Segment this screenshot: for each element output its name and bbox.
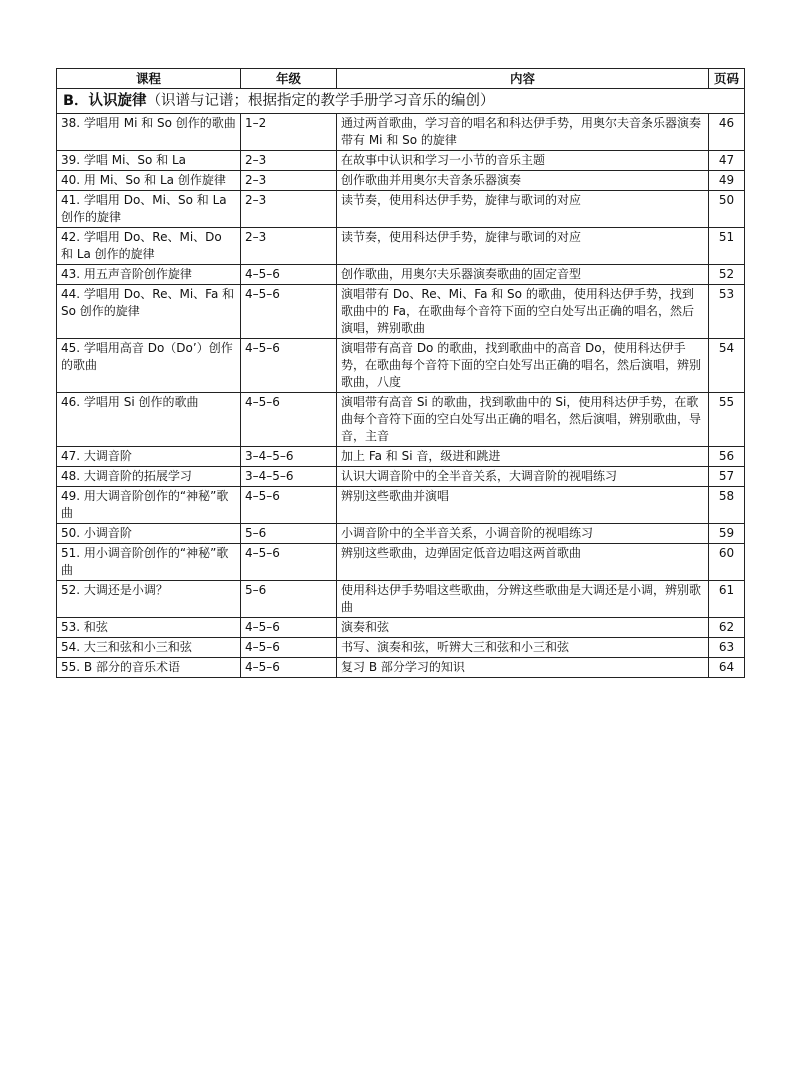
table-row (57, 191, 745, 228)
content-cell: 读节奏，使用科达伊手势，旋律与歌词的对应 (337, 228, 709, 265)
grade-cell: 4–5–6 (241, 618, 337, 638)
page-number-cell: 58 (709, 487, 745, 524)
course-cell: 41. 学唱用 Do、Mi、So 和 La 创作的旋律 (57, 191, 241, 228)
content-cell: 创作歌曲并用奥尔夫音条乐器演奏 (337, 171, 709, 191)
grade-cell: 4–5–6 (241, 393, 337, 447)
table-row (57, 285, 745, 339)
course-cell: 52. 大调还是小调？ (57, 581, 241, 618)
content-cell: 认识大调音阶中的全半音关系，大调音阶的视唱练习 (337, 467, 709, 487)
page-number-cell: 64 (709, 658, 745, 678)
grade-cell: 2–3 (241, 171, 337, 191)
content-cell: 使用科达伊手势唱这些歌曲，分辨这些歌曲是大调还是小调，辨别歌曲 (337, 581, 709, 618)
content-cell: 辨别这些歌曲，边弹固定低音边唱这两首歌曲 (337, 544, 709, 581)
content-cell: 读节奏，使用科达伊手势，旋律与歌词的对应 (337, 191, 709, 228)
course-cell: 38. 学唱用 Mi 和 So 创作的歌曲 (57, 114, 241, 151)
grade-cell: 3–4–5–6 (241, 447, 337, 467)
table-row (57, 638, 745, 658)
page-number-cell: 56 (709, 447, 745, 467)
table-row (57, 339, 745, 393)
table-row (57, 658, 745, 678)
table-row (57, 447, 745, 467)
grade-cell: 4–5–6 (241, 544, 337, 581)
content-cell: 演唱带有高音 Do 的歌曲，找到歌曲中的高音 Do，使用科达伊手势，在歌曲每个音符下面的空白处写出正确的唱名，然后演唱，辨别歌曲，八度 (337, 339, 709, 393)
content-cell: 演奏和弦 (337, 618, 709, 638)
course-cell: 53. 和弦 (57, 618, 241, 638)
table-row (57, 487, 745, 524)
page-number-cell: 47 (709, 151, 745, 171)
content-cell: 通过两首歌曲，学习音的唱名和科达伊手势，用奥尔夫音条乐器演奏带有 Mi 和 So 的旋律 (337, 114, 709, 151)
course-cell: 48. 大调音阶的拓展学习 (57, 467, 241, 487)
content-cell: 创作歌曲，用奥尔夫乐器演奏歌曲的固定音型 (337, 265, 709, 285)
course-cell: 47. 大调音阶 (57, 447, 241, 467)
course-cell: 45. 学唱用高音 Do（Do’）创作的歌曲 (57, 339, 241, 393)
grade-cell: 4–5–6 (241, 285, 337, 339)
course-cell: 40. 用 Mi、So 和 La 创作旋律 (57, 171, 241, 191)
page-number-cell: 61 (709, 581, 745, 618)
course-cell: 51. 用小调音阶创作的“神秘”歌曲 (57, 544, 241, 581)
table-row (57, 114, 745, 151)
grade-cell: 4–5–6 (241, 487, 337, 524)
page-number-cell: 59 (709, 524, 745, 544)
grade-cell: 5–6 (241, 524, 337, 544)
table-row (57, 544, 745, 581)
header-course: 课程 (57, 69, 241, 89)
page-number-cell: 50 (709, 191, 745, 228)
page-number-cell: 54 (709, 339, 745, 393)
header-grade: 年级 (241, 69, 337, 89)
page-number-cell: 46 (709, 114, 745, 151)
grade-cell: 3–4–5–6 (241, 467, 337, 487)
table-row (57, 228, 745, 265)
grade-cell: 2–3 (241, 191, 337, 228)
table-row (57, 151, 745, 171)
content-cell: 加上 Fa 和 Si 音，级进和跳进 (337, 447, 709, 467)
header-content: 内容 (337, 69, 709, 89)
table-header-row (57, 69, 745, 89)
content-cell: 演唱带有高音 Si 的歌曲，找到歌曲中的 Si，使用科达伊手势，在歌曲每个音符下面的空白处写出正确的唱名，然后演唱，辨别歌曲，导音，主音 (337, 393, 709, 447)
content-cell: 辨别这些歌曲并演唱 (337, 487, 709, 524)
course-cell: 42. 学唱用 Do、Re、Mi、Do 和 La 创作的旋律 (57, 228, 241, 265)
content-cell: 演唱带有 Do、Re、Mi、Fa 和 So 的歌曲，使用科达伊手势，找到歌曲中的 Fa，在歌曲每个音符下面的空白处写出正确的唱名，然后演唱，辨别歌曲 (337, 285, 709, 339)
table-row (57, 467, 745, 487)
page-number-cell: 55 (709, 393, 745, 447)
grade-cell: 4–5–6 (241, 265, 337, 285)
document-page (56, 68, 744, 678)
section-heading (57, 89, 745, 114)
grade-cell: 5–6 (241, 581, 337, 618)
table-row (57, 524, 745, 544)
course-cell: 44. 学唱用 Do、Re、Mi、Fa 和 So 创作的旋律 (57, 285, 241, 339)
section-note: （识谱与记谱；根据指定的教学手册学习音乐的编创） (146, 93, 495, 109)
page-number-cell: 57 (709, 467, 745, 487)
content-cell: 书写、演奏和弦，听辨大三和弦和小三和弦 (337, 638, 709, 658)
grade-cell: 4–5–6 (241, 339, 337, 393)
course-cell: 55. B 部分的音乐术语 (57, 658, 241, 678)
table-row (57, 265, 745, 285)
course-cell: 46. 学唱用 Si 创作的歌曲 (57, 393, 241, 447)
course-cell: 49. 用大调音阶创作的“神秘”歌曲 (57, 487, 241, 524)
header-page: 页码 (709, 69, 745, 89)
grade-cell: 4–5–6 (241, 658, 337, 678)
course-cell: 43. 用五声音阶创作旋律 (57, 265, 241, 285)
content-cell: 在故事中认识和学习一小节的音乐主题 (337, 151, 709, 171)
curriculum-table (56, 68, 745, 678)
content-cell: 小调音阶中的全半音关系，小调音阶的视唱练习 (337, 524, 709, 544)
course-cell: 54. 大三和弦和小三和弦 (57, 638, 241, 658)
table-row (57, 393, 745, 447)
page-number-cell: 60 (709, 544, 745, 581)
table-body (57, 89, 745, 678)
table-row (57, 618, 745, 638)
table-row (57, 171, 745, 191)
page-number-cell: 49 (709, 171, 745, 191)
table-row (57, 581, 745, 618)
grade-cell: 1–2 (241, 114, 337, 151)
page-number-cell: 53 (709, 285, 745, 339)
grade-cell: 2–3 (241, 228, 337, 265)
page-number-cell: 52 (709, 265, 745, 285)
page-number-cell: 62 (709, 618, 745, 638)
page-number-cell: 63 (709, 638, 745, 658)
course-cell: 50. 小调音阶 (57, 524, 241, 544)
section-row (57, 89, 745, 114)
content-cell: 复习 B 部分学习的知识 (337, 658, 709, 678)
page-number-cell: 51 (709, 228, 745, 265)
grade-cell: 4–5–6 (241, 638, 337, 658)
section-title: B．认识旋律 (63, 93, 147, 109)
course-cell: 39. 学唱 Mi、So 和 La (57, 151, 241, 171)
grade-cell: 2–3 (241, 151, 337, 171)
